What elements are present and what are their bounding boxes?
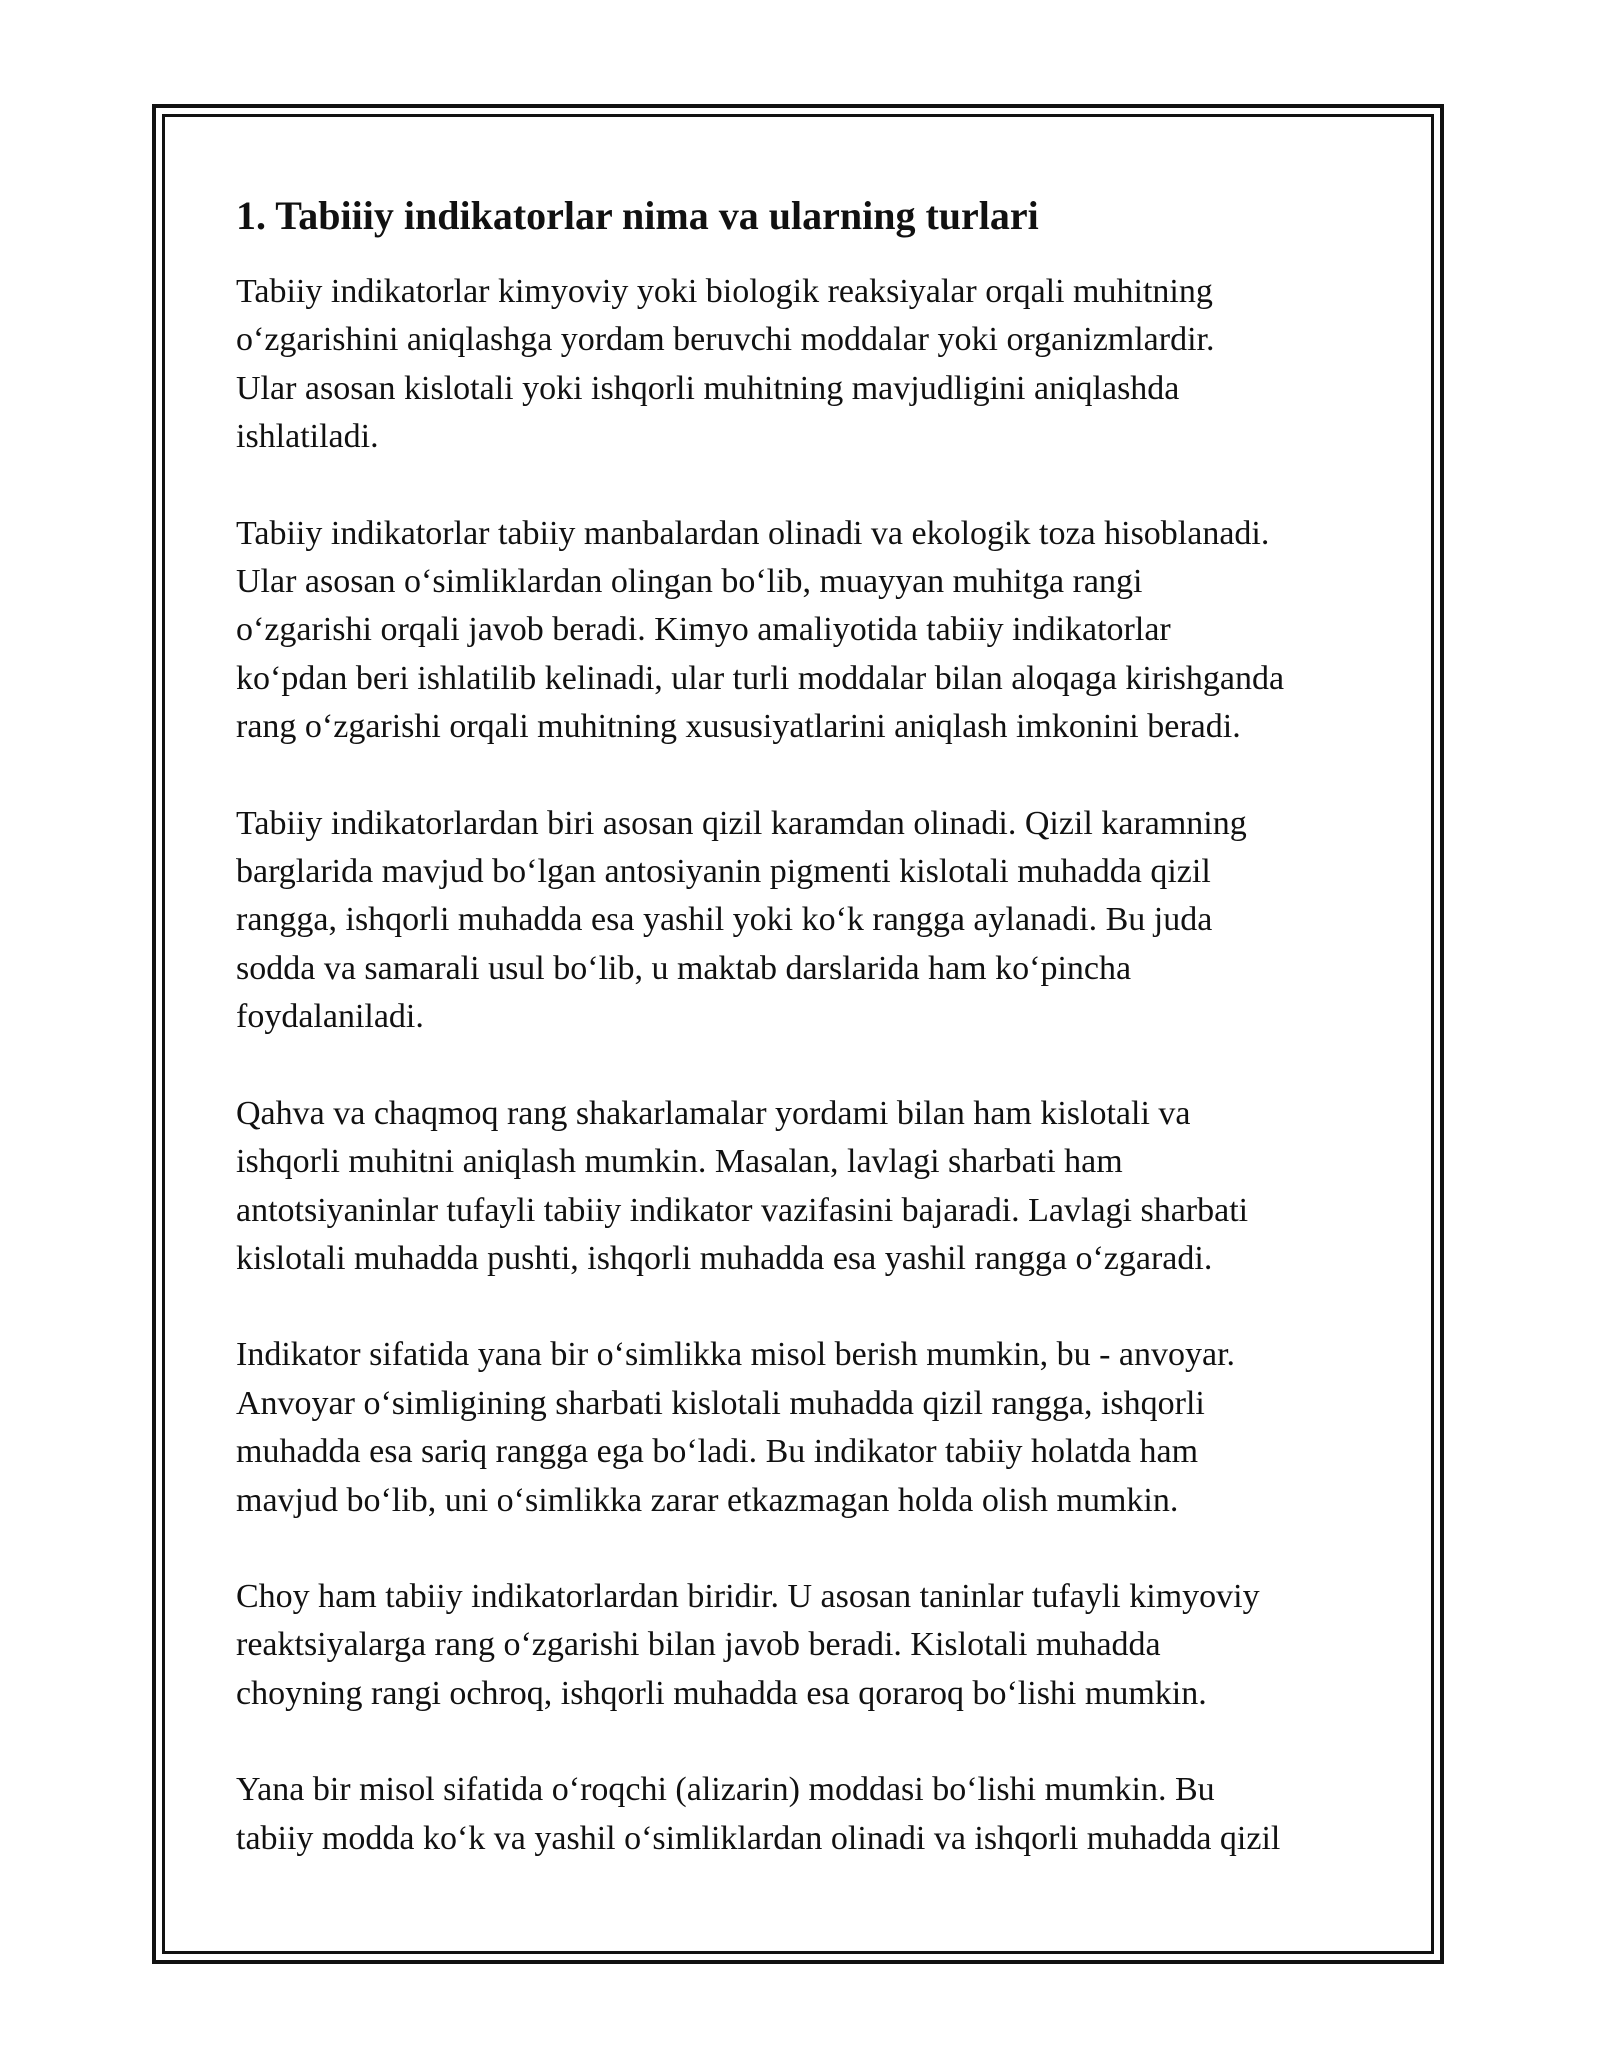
text-line: barglarida mavjud bo‘lgan antosiyanin pigmenti kislotali muhadda qizil <box>236 853 1211 891</box>
text-line: foydalaniladi. <box>236 998 424 1036</box>
text-line: ko‘pdan beri ishlatilib kelinadi, ular turli moddalar bilan aloqaga kirishganda <box>236 659 1285 697</box>
text-line: o‘zgarishi orqali javob beradi. Kimyo amaliyotida tabiiy indikatorlar <box>236 611 1171 649</box>
text-line: Ular asosan kislotali yoki ishqorli muhitning mavjudligini aniqlashda <box>236 369 1180 407</box>
text-line: sodda va samarali usul bo‘lib, u maktab darslarida ham ko‘pincha <box>236 949 1132 987</box>
text-line: o‘zgarishini aniqlashga yordam beruvchi moddalar yoki organizmlardir. <box>236 321 1215 359</box>
section-heading: 1. Tabiiiy indikatorlar nima va ularning turlari <box>236 193 1039 238</box>
text-line: Ular asosan o‘simliklardan olingan bo‘lib, muayyan muhitga rangi <box>236 563 1143 601</box>
text-line: mavjud bo‘lib, uni o‘simlikka zarar etkazmagan holda olish mumkin. <box>236 1481 1179 1519</box>
text-line: antotsiyaninlar tufayli tabiiy indikator vazifasini bajaradi. Lavlagi sharbati <box>236 1191 1249 1229</box>
paragraph-1 <box>236 268 1376 462</box>
text-line: choyning rangi ochroq, ishqorli muhadda esa qoraroq bo‘lishi mumkin. <box>236 1674 1207 1712</box>
text-line: Anvoyar o‘simligining sharbati kislotali muhadda qizil rangga, ishqorli <box>236 1384 1205 1422</box>
text-line: ishlatiladi. <box>236 418 379 456</box>
text-line: ishqorli muhitni aniqlash mumkin. Masalan, lavlagi sharbati ham <box>236 1143 1123 1181</box>
paragraph-4 <box>236 1090 1376 1284</box>
text-line: Qahva va chaqmoq rang shakarlamalar yordami bilan ham kislotali va <box>236 1094 1191 1132</box>
document-body <box>236 190 1376 1911</box>
text-line: Yana bir misol sifatida o‘roqchi (alizarin) moddasi bo‘lishi mumkin. Bu <box>236 1771 1215 1809</box>
text-line: Choy ham tabiiy indikatorlardan biridir. U asosan taninlar tufayli kimyoviy <box>236 1577 1260 1615</box>
paragraph-6 <box>236 1573 1376 1718</box>
text-line: Indikator sifatida yana bir o‘simlikka misol berish mumkin, bu - anvoyar. <box>236 1336 1236 1374</box>
paragraph-5 <box>236 1331 1376 1525</box>
text-line: tabiiy modda ko‘k va yashil o‘simliklardan olinadi va ishqorli muhadda qizil <box>236 1819 1281 1857</box>
text-line: Tabiiy indikatorlar kimyoviy yoki biologik reaksiyalar orqali muhitning <box>236 273 1213 310</box>
text-line: rangga, ishqorli muhadda esa yashil yoki ko‘k rangga aylanadi. Bu juda <box>236 901 1213 939</box>
text-line: Tabiiy indikatorlar tabiiy manbalardan olinadi va ekologik toza hisoblanadi. <box>236 514 1270 552</box>
text-line: reaktsiyalarga rang o‘zgarishi bilan javob beradi. Kislotali muhadda <box>236 1626 1161 1664</box>
paragraph-3 <box>236 800 1376 1042</box>
text-line: muhadda esa sariq rangga ega bo‘ladi. Bu indikator tabiiy holatda ham <box>236 1433 1199 1471</box>
paragraph-7 <box>236 1766 1376 1863</box>
text-line: kislotali muhadda pushti, ishqorli muhadda esa yashil rangga o‘zgaradi. <box>236 1239 1213 1277</box>
text-line: rang o‘zgarishi orqali muhitning xususiyatlarini aniqlash imkonini beradi. <box>236 708 1241 746</box>
text-line: Tabiiy indikatorlardan biri asosan qizil karamdan olinadi. Qizil karamning <box>236 804 1247 842</box>
paragraph-2 <box>236 510 1376 752</box>
